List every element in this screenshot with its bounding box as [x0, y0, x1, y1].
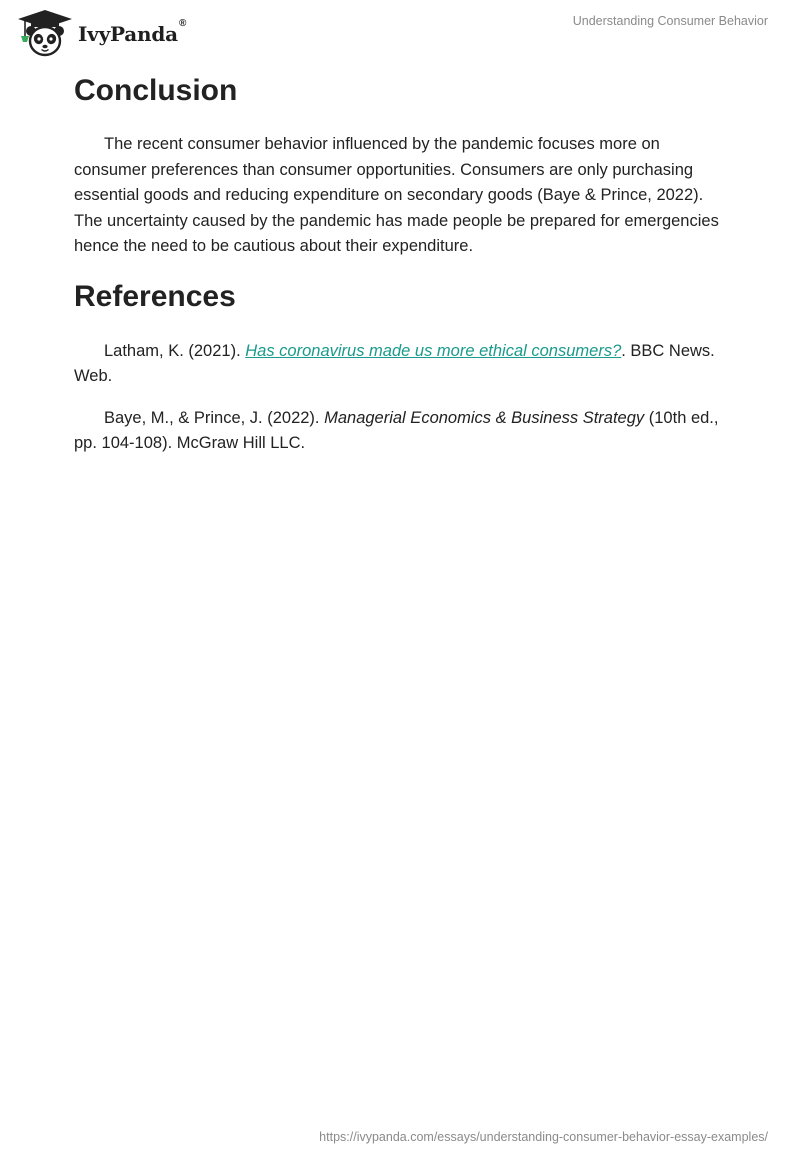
registered-mark: ®: [178, 18, 187, 29]
panda-graduate-icon: [14, 8, 76, 58]
logo-text: IvyPanda®: [78, 18, 187, 46]
running-title: Understanding Consumer Behavior: [572, 14, 768, 28]
references-heading: References: [74, 279, 236, 313]
reference-link[interactable]: Has coronavirus made us more ethical consumers?: [245, 341, 622, 360]
reference-item: [74, 406, 734, 457]
reference-suffix: . BBC News. Web.: [74, 341, 715, 385]
page-header: [0, 0, 800, 64]
reference-book-title: Managerial Economics & Business Strategy: [324, 408, 645, 427]
reference-suffix: (10th ed., pp. 104-108). McGraw Hill LLC.: [74, 408, 719, 452]
reference-prefix: Latham, K. (2021).: [104, 341, 246, 360]
ivypanda-logo[interactable]: [14, 8, 186, 58]
document-body: [74, 72, 734, 457]
conclusion-heading: Conclusion: [74, 74, 238, 107]
reference-prefix: Baye, M., & Prince, J. (2022).: [104, 408, 325, 427]
footer-url: https://ivypanda.com/essays/understanding-consumer-behavior-essay-examples/: [319, 1130, 768, 1144]
reference-item: [74, 339, 734, 390]
conclusion-paragraph: The recent consumer behavior influenced by the pandemic focuses more on consumer preferences than consumer opportunities. Consumers are only purchasing essential goods and reducing expenditure on secondary goods (Baye & Prince, 2022). The uncertainty caused by the pandemic has made people be prepared for emergencies hence the need to be cautious about their expenditure.: [74, 135, 719, 255]
